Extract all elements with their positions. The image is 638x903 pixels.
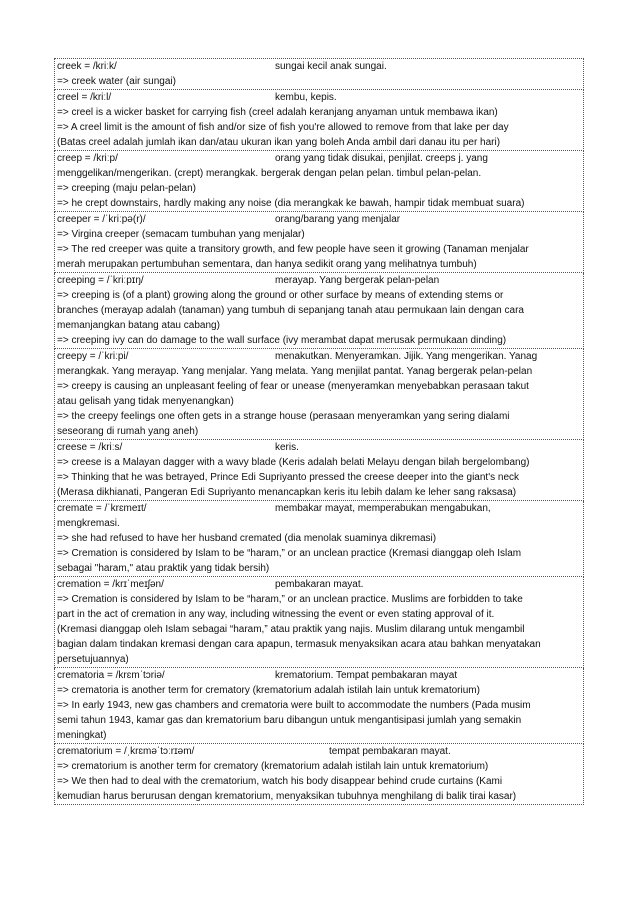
entry-term: creel = /kriːl/: [57, 92, 112, 103]
entry-meaning: tempat pembakaran mayat.: [329, 746, 451, 757]
entry-text-line: merah merupakan pertumbuhan sementara, dan hanya sedikit orang yang melihatnya tumbuh): [57, 259, 477, 270]
entry-headword-line: [57, 212, 581, 227]
entry-text-line: semi tahun 1943, kamar gas dan krematorium baru dibangun untuk mengantisipasi jumlah yang semakin: [57, 715, 522, 726]
entry-text-line: => Thinking that he was betrayed, Prince Edi Supriyanto pressed the creese deeper into the giant's neck: [57, 472, 520, 483]
entry-headword-line: [57, 90, 581, 105]
entry-text-line: => she had refused to have her husband cremated (dia menolak suaminya dikremasi): [57, 533, 437, 544]
dictionary-entry: [54, 212, 584, 273]
entry-term: crematoria = /krɛmˈtɔriə/: [57, 670, 165, 681]
entry-text-line: menggelikan/mengerikan. (crept) merangkak. bergerak dengan pelan pelan. timbul pelan-pelan.: [57, 168, 482, 179]
entry-text-line: => creek water (air sungai): [57, 76, 176, 87]
entry-headword-line: [57, 744, 581, 759]
dictionary-entry: [54, 349, 584, 440]
entry-text-line: => We then had to deal with the crematorium, watch his body disappear behind crude curtains (Kami: [57, 776, 503, 787]
entry-text-line: (Kremasi dianggap oleh Islam sebagai “haram,” atau praktik yang najis. Muslim dilarang untuk mengambil: [57, 624, 525, 635]
entry-meaning: merayap. Yang bergerak pelan-pelan: [275, 275, 440, 286]
entry-text-line: branches (merayap adalah (tanaman) yang tumbuh di sepanjang tanah atau permukaan lain dengan cara: [57, 305, 524, 316]
entry-meaning: pembakaran mayat.: [275, 579, 364, 590]
entry-text-line: part in the act of cremation in any way, including witnessing the event or even stating approval of it.: [57, 609, 495, 620]
entry-text-line: => creeping ivy can do damage to the wall surface (ivy merambat dapat merusak permukaan dinding): [57, 335, 507, 346]
entry-text-line: => In early 1943, new gas chambers and crematoria were built to accommodate the numbers (Pada musim: [57, 700, 531, 711]
entry-text-line: => creeping is (of a plant) growing along the ground or other surface by means of extending stems or: [57, 290, 504, 301]
dictionary-entry: [54, 668, 584, 744]
entry-term: creeping = /ˈkriːpɪŋ/: [57, 275, 144, 286]
entry-text-line: => Cremation is considered by Islam to be “haram,” or an unclean practice (Kremasi dianggap oleh Islam: [57, 548, 522, 559]
entry-meaning: keris.: [275, 442, 299, 453]
dictionary-document: [54, 58, 584, 805]
entry-meaning: sungai kecil anak sungai.: [275, 61, 387, 72]
entry-headword-line: [57, 501, 581, 516]
entry-text-line: => creeping (maju pelan-pelan): [57, 183, 196, 194]
entry-text-line: persetujuannya): [57, 654, 129, 665]
entry-text-line: sebagai "haram," atau praktik yang tidak bersih): [57, 563, 270, 574]
dictionary-entry: [54, 90, 584, 151]
entry-text-line: (Merasa dikhianati, Pangeran Edi Supriyanto menancapkan keris itu lebih dalam ke leher sang raksasa): [57, 487, 517, 498]
entry-text-line: => crematorium is another term for crematory (krematorium adalah istilah lain untuk krematorium): [57, 761, 489, 772]
entry-term: creepy = /ˈkriːpi/: [57, 351, 129, 362]
entry-text-line: atau gelisah yang tidak menyenangkan): [57, 396, 234, 407]
entry-term: cremation = /krɪˈmeɪʃən/: [57, 579, 164, 590]
dictionary-entry: [54, 151, 584, 212]
entry-headword-line: [57, 273, 581, 288]
entry-text-line: merangkak. Yang merayap. Yang menjalar. Yang melata. Yang menjilat pantat. Yanag bergerak pelan-pelan: [57, 366, 533, 377]
entry-text-line: => Cremation is considered by Islam to be “haram,” or an unclean practice. Muslims are forbidden to take: [57, 594, 523, 605]
entry-term: creeper = /ˈkriːpə(r)/: [57, 214, 146, 225]
entry-term: creek = /kriːk/: [57, 61, 117, 72]
entry-text-line: => he crept downstairs, hardly making any noise (dia merangkak ke bawah, hampir tidak membuat suara): [57, 198, 525, 209]
entry-meaning: kembu, kepis.: [275, 92, 337, 103]
entry-headword-line: [57, 151, 581, 166]
entry-text-line: (Batas creel adalah jumlah ikan dan/atau ukuran ikan yang boleh Anda ambil dari danau itu per hari): [57, 137, 501, 148]
dictionary-entry: [54, 273, 584, 349]
entry-headword-line: [57, 440, 581, 455]
entry-term: creep = /kriːp/: [57, 153, 118, 164]
entry-meaning: menakutkan. Menyeramkan. Jijik. Yang mengerikan. Yanag: [275, 351, 538, 362]
entry-term: cremate = /ˈkrɛmeɪt/: [57, 503, 147, 514]
entry-text-line: => creepy is causing an unpleasant feeling of fear or unease (menyeramkan menyebabkan perasaan takut: [57, 381, 529, 392]
dictionary-entry: [54, 501, 584, 577]
dictionary-entry: [54, 58, 584, 90]
entry-text-line: => the creepy feelings one often gets in a strange house (perasaan menyeramkan yang sering dialami: [57, 411, 510, 422]
entry-text-line: => creel is a wicker basket for carrying fish (creel adalah keranjang anyaman untuk membawa ikan): [57, 107, 498, 118]
entry-term: crematorium = /ˌkrɛməˈtɔːrɪəm/: [57, 746, 195, 757]
entry-meaning: krematorium. Tempat pembakaran mayat: [275, 670, 458, 681]
entry-text-line: kemudian harus berurusan dengan krematorium, menyaksikan tubuhnya menghilang di balik tirai kasar): [57, 791, 517, 802]
entry-text-line: => A creel limit is the amount of fish and/or size of fish you're allowed to remove from that lake per day: [57, 122, 509, 133]
entry-meaning: orang/barang yang menjalar: [275, 214, 401, 225]
entry-meaning: orang yang tidak disukai, penjilat. creeps j. yang: [275, 153, 488, 164]
dictionary-entry: [54, 440, 584, 501]
entry-text-line: bagian dalam tindakan kremasi dengan cara apapun, termasuk menyaksikan acara atau bahkan menyatakan: [57, 639, 541, 650]
entry-text-line: => Virgina creeper (semacam tumbuhan yang menjalar): [57, 229, 305, 240]
entry-text-line: seseorang di rumah yang aneh): [57, 426, 199, 437]
entry-text-line: => crematoria is another term for crematory (krematorium adalah istilah lain untuk krematorium): [57, 685, 480, 696]
entry-meaning: membakar mayat, memperabukan mengabukan,: [275, 503, 491, 514]
dictionary-entry: [54, 744, 584, 805]
entry-headword-line: [57, 668, 581, 683]
entry-headword-line: [57, 59, 581, 74]
entry-text-line: meningkat): [57, 730, 107, 741]
entry-text-line: memanjangkan batang atau cabang): [57, 320, 220, 331]
entry-term: creese = /kriːs/: [57, 442, 123, 453]
entry-text-line: => creese is a Malayan dagger with a wavy blade (Keris adalah belati Melayu dengan bilah bergelombang): [57, 457, 530, 468]
entry-headword-line: [57, 577, 581, 592]
entry-text-line: mengkremasi.: [57, 518, 120, 529]
entry-text-line: => The red creeper was quite a transitory growth, and few people have seen it growing (Tanaman menjalar: [57, 244, 529, 255]
dictionary-entry: [54, 577, 584, 668]
entry-headword-line: [57, 349, 581, 364]
